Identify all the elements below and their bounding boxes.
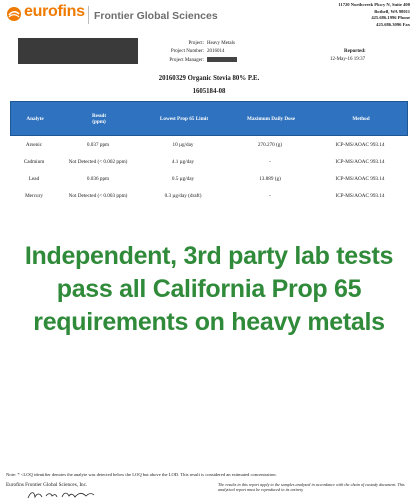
table-row (10, 153, 408, 170)
address-line: 425.686.3096 Fax (376, 21, 410, 27)
address-line: 11720 Northcreek Pkwy N, Suite 400 (338, 2, 410, 7)
cell-method: ICP-MS/AOAC 993.14 (335, 175, 385, 182)
cell-analyte: Lead (28, 175, 40, 182)
table-row (10, 170, 408, 187)
loq-note: Note: * <LOQ identifier denotes the analyte was detected below the LOQ but above the LOD. This result is considered an estimated concentration. (6, 472, 277, 477)
cell-result: Not Detected (< 0.003 ppm) (68, 192, 128, 199)
sample-title: 20160329 Organic Stevia 80% P.E. (158, 75, 260, 82)
cell-method: ICP-MS/AOAC 993.14 (335, 141, 385, 148)
cell-dose: - (269, 158, 271, 165)
promo-overlay (0, 240, 418, 339)
cell-analyte: Arsenic (25, 141, 43, 148)
project-number-value: 2016014 (207, 49, 225, 55)
table-header (10, 101, 408, 136)
company-name: Frontier Global Sciences (94, 10, 218, 22)
table-row (10, 187, 408, 204)
cell-limit: 10 µg/day (172, 141, 194, 148)
header-analyte: Analyte (26, 115, 44, 122)
cell-result: 0.037 ppm (86, 141, 110, 148)
promo-line: pass all California Prop 65 (56, 275, 362, 303)
cell-method: ICP-MS/AOAC 993.14 (335, 192, 385, 199)
header-max-daily-dose: Maximum Daily Dose (246, 115, 296, 122)
table-row (10, 136, 408, 153)
header-method: Method (352, 115, 370, 122)
cell-analyte: Cadmium (23, 158, 45, 165)
logo-text: eurofins (24, 3, 85, 20)
lab-address (338, 2, 410, 28)
results-table (10, 101, 408, 204)
header-divider (88, 6, 89, 24)
cell-analyte: Mercury (25, 192, 43, 199)
cell-dose: - (269, 192, 271, 199)
cell-limit: 0.5 µg/day (171, 175, 195, 182)
signature-image (26, 490, 96, 500)
address-line: Bothell, WA 98011 (374, 8, 410, 14)
cell-limit: 0.3 µg/day (draft) (164, 192, 202, 199)
project-label: Project: (188, 41, 204, 46)
reported-date: 12-May-16 19:37 (330, 57, 366, 62)
header-result: Result (ppm) (91, 112, 107, 125)
cell-result: 0.036 ppm (86, 175, 110, 182)
project-manager-label: Project Manager: (169, 57, 204, 63)
project-value: Heavy Metals (207, 41, 235, 46)
cell-limit: 4.1 µg/day (171, 158, 195, 165)
cell-dose: 13.889 (g) (259, 175, 281, 182)
report-disclaimer: The results in this report apply to the samples analyzed in accordance with the chain of custody document. This analytical report must be reproduced in its entirety (218, 482, 405, 493)
cell-method: ICP-MS/AOAC 993.14 (335, 158, 385, 165)
project-info (140, 40, 260, 65)
eurofins-logo-icon (6, 6, 22, 22)
promo-line: requirements on heavy metals (33, 308, 385, 336)
redacted-client-block (18, 38, 138, 64)
sample-id: 1605184-08 (192, 88, 226, 95)
promo-line: Independent, 3rd party lab tests (24, 242, 394, 270)
issuer-name: Eurofins Frontier Global Sciences, Inc. (6, 482, 88, 488)
address-line: 425.686.1996 Phone (371, 15, 410, 21)
redacted-manager-name (207, 57, 237, 62)
cell-result: Not Detected (< 0.002 ppm) (68, 158, 128, 165)
reported-label: Reported: (344, 49, 366, 54)
project-number-label: Project Number: (170, 49, 204, 55)
header-prop65-limit: Lowest Prop 65 Limit (159, 115, 209, 122)
cell-dose: 270.270 (g) (257, 141, 283, 148)
